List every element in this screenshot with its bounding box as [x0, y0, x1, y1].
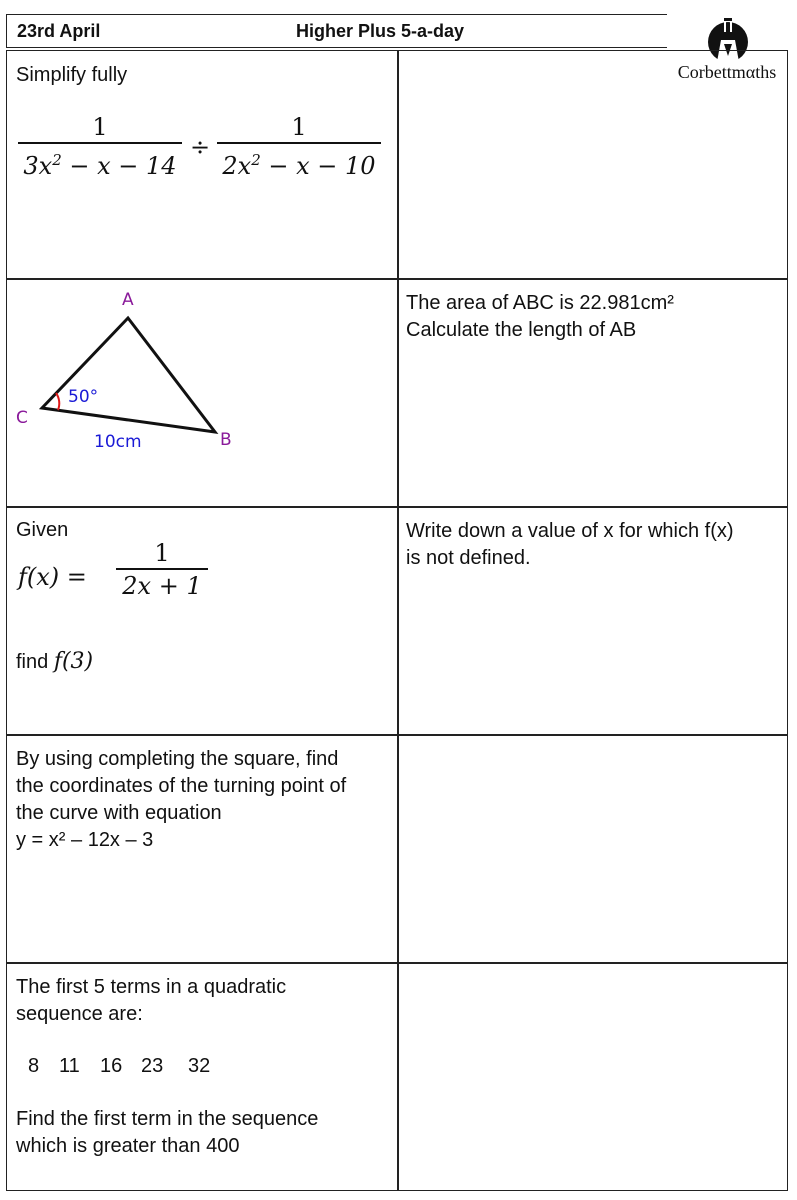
q3-find — [16, 648, 93, 676]
exponent: 2 — [251, 150, 261, 169]
q4-line-1: By using completing the square, find — [16, 748, 339, 770]
row-divider — [6, 506, 788, 508]
q3-denominator: 2x + 1 — [122, 571, 202, 600]
q1-fraction-1-denominator — [23, 144, 176, 182]
triangle-abc — [42, 318, 215, 432]
q4-line-3: the curve with equation — [16, 802, 222, 824]
triangle-diagram — [10, 285, 270, 465]
vertex-label-c: C — [16, 408, 28, 428]
vertex-label-a: A — [122, 290, 134, 310]
den-term: 2x — [222, 151, 252, 180]
q5-line-3: Find the first term in the sequence — [16, 1108, 319, 1130]
column-divider — [397, 50, 399, 1191]
angle-arc — [56, 393, 59, 410]
sequence-term: 23 — [141, 1055, 164, 1077]
q1-fraction-2 — [217, 112, 381, 182]
den-term: 3x — [23, 151, 53, 180]
q2-line-2: Calculate the length of AB — [406, 319, 637, 341]
den-rest: − x − 10 — [260, 151, 376, 180]
q3-given: Given — [16, 519, 69, 541]
angle-label: 50° — [68, 387, 99, 407]
header-bar — [6, 14, 667, 48]
sequence-term: 32 — [188, 1055, 211, 1077]
date-label: 23rd April — [17, 21, 101, 41]
q4-line-4: y = x² – 12x – 3 — [16, 829, 154, 851]
row-divider — [6, 962, 788, 964]
q3-right-line-2: is not defined. — [406, 547, 531, 569]
q1-fraction-1 — [18, 112, 182, 182]
sequence-term: 16 — [100, 1055, 123, 1077]
find-expression: f(3) — [53, 649, 94, 674]
divide-sign: ÷ — [190, 133, 211, 161]
q1-fraction-1-numerator: 1 — [92, 113, 108, 141]
q2-line-1: The area of ABC is 22.981cm² — [406, 292, 674, 314]
find-word: find — [16, 651, 54, 673]
q3-function-label: f(x) = — [18, 563, 87, 591]
worksheet-title: Higher Plus 5-a-day — [296, 21, 465, 41]
side-label: 10cm — [94, 432, 142, 452]
sequence-term: 11 — [59, 1055, 80, 1077]
q5-line-2: sequence are: — [16, 1003, 143, 1025]
q1-prompt: Simplify fully — [16, 64, 128, 86]
sequence-term: 8 — [28, 1055, 40, 1077]
q5-line-4: which is greater than 400 — [16, 1135, 240, 1157]
vertex-label-b: B — [220, 430, 232, 450]
exponent: 2 — [52, 150, 62, 169]
q1-fraction-2-numerator: 1 — [291, 113, 307, 141]
row-divider — [6, 734, 788, 736]
den-rest: − x − 14 — [61, 151, 177, 180]
logo-text: Corbettmαths — [677, 62, 777, 82]
q4-line-2: the coordinates of the turning point of — [16, 775, 347, 797]
q1-fraction-2-denominator — [222, 144, 375, 182]
q3-numerator: 1 — [154, 539, 170, 567]
q5-line-1: The first 5 terms in a quadratic — [16, 976, 287, 998]
q3-right-line-1: Write down a value of x for which f(x) — [406, 520, 734, 542]
q3-fraction — [116, 538, 208, 602]
row-divider — [6, 278, 788, 280]
